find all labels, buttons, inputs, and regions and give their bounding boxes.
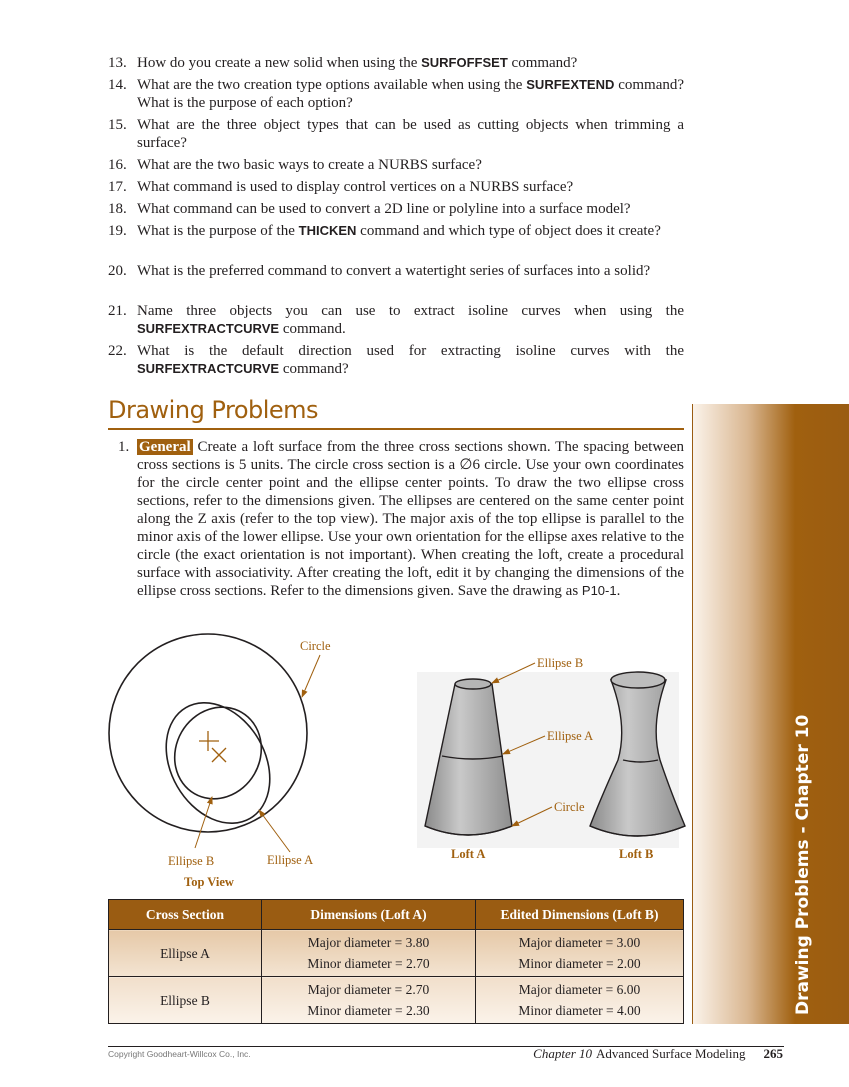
question-item xyxy=(108,222,684,240)
dimension-cell-a xyxy=(262,930,476,977)
command-name: SURFEXTRACTCURVE xyxy=(137,361,280,376)
copyright: Copyright Goodheart-Willcox Co., Inc. xyxy=(108,1049,251,1059)
question-number: 14. xyxy=(108,77,127,93)
dimension-value: Minor diameter = 4.00 xyxy=(518,1003,641,1018)
header-cross-section: Cross Section xyxy=(109,900,262,930)
section-rule xyxy=(108,428,684,430)
filename: P10-1 xyxy=(581,583,617,598)
problem-number: 1. xyxy=(118,439,130,455)
header-dimensions-loft-a: Dimensions (Loft A) xyxy=(262,900,476,930)
dimension-cell-a xyxy=(262,977,476,1024)
section-title: Drawing Problems xyxy=(108,396,319,424)
question-text: command? What is the purpose of each option? xyxy=(137,77,685,111)
label-ellipse-a: Ellipse A xyxy=(267,853,314,867)
question-item xyxy=(108,342,684,378)
label-ellipse-b: Ellipse B xyxy=(168,854,215,868)
page-number: 265 xyxy=(763,1046,783,1061)
question-number: 22. xyxy=(108,343,127,359)
dimension-cell-b xyxy=(476,930,684,977)
dimension-value: Minor diameter = 2.30 xyxy=(307,1003,430,1018)
question-item xyxy=(108,178,684,196)
label-circle: Circle xyxy=(300,639,331,653)
dimension-value: Minor diameter = 2.70 xyxy=(307,956,430,971)
problem-text: Create a loft surface from the three cross sections shown. The spacing between cross sections is 5 units. The circle cross section is a ∅6 circle. Use your own coordinates for the circle center point and the ellipse center points. To draw the two ellipse cross sections, refer to the dimensions given. The ellipses are centered on the same center point along the Z axis (refer to the top view). The major axis of the top ellipse is parallel to the minor axis of the lower ellipse. Use your own orientation for the ellipse axes relative to the circle (the exact orientation is not important). When creating the loft, create a procedural surface with associativity. After creating the loft, edit it by changing the dimensions of the ellipse cross sections. Refer to the dimensions given. Save the drawing as xyxy=(137,439,684,599)
question-number: 18. xyxy=(108,201,127,217)
dimension-value: Minor diameter = 2.00 xyxy=(518,956,641,971)
question-text: What are the three object types that can be used as cutting objects when trimming a surface? xyxy=(137,117,684,151)
loft-a-caption: Loft A xyxy=(451,847,486,861)
question-item xyxy=(108,76,684,112)
question-text: What are the two creation type options available when using the xyxy=(137,77,527,93)
question-number: 19. xyxy=(108,223,127,239)
dimension-cell-b xyxy=(476,977,684,1024)
question-text: What is the default direction used for extracting isoline curves with the xyxy=(137,343,684,359)
question-number: 20. xyxy=(108,263,127,279)
question-item xyxy=(108,116,684,152)
question-number: 15. xyxy=(108,117,127,133)
command-name: SURFOFFSET xyxy=(421,55,508,70)
command-name: SURFEXTRACTCURVE xyxy=(137,321,280,336)
question-item xyxy=(108,200,684,218)
cross-section-cell: Ellipse A xyxy=(109,930,262,977)
table-row xyxy=(109,977,684,1024)
question-text: What is the preferred command to convert a watertight series of surfaces into a solid? xyxy=(137,263,651,279)
ellipse-b-shape xyxy=(158,691,278,814)
running-footer xyxy=(533,1046,783,1062)
question-number: 16. xyxy=(108,157,127,173)
problem-1 xyxy=(108,438,684,600)
label-loft-circle: Circle xyxy=(554,800,585,814)
figure-loft xyxy=(100,630,690,895)
question-text: command? xyxy=(279,361,349,377)
dimension-value: Major diameter = 2.70 xyxy=(307,982,430,997)
question-number: 13. xyxy=(108,55,127,71)
question-text: command and which type of object does it create? xyxy=(356,223,661,239)
side-tab xyxy=(692,404,849,1024)
loft-b-caption: Loft B xyxy=(619,847,654,861)
question-number: 21. xyxy=(108,303,127,319)
side-tab-label: Drawing Problems - Chapter 10 xyxy=(793,714,813,1015)
question-item xyxy=(108,156,684,174)
question-text: What command is used to display control vertices on a NURBS surface? xyxy=(137,179,574,195)
period: . xyxy=(616,583,621,599)
question-number: 17. xyxy=(108,179,127,195)
question-text: What command can be used to convert a 2D line or polyline into a surface model? xyxy=(137,201,631,217)
dimensions-table xyxy=(108,899,684,1024)
question-text: Name three objects you can use to extract isoline curves when using the xyxy=(137,303,684,319)
top-view-caption: Top View xyxy=(184,875,234,889)
question-text: What are the two basic ways to create a NURBS surface? xyxy=(137,157,482,173)
question-item xyxy=(108,302,684,338)
table-row xyxy=(109,930,684,977)
command-name: THICKEN xyxy=(298,223,357,238)
question-text: command. xyxy=(279,321,346,337)
center-marks xyxy=(199,731,226,762)
question-text: How do you create a new solid when using the xyxy=(137,55,422,71)
label-loft-ellipse-a: Ellipse A xyxy=(547,729,594,743)
command-name: SURFEXTEND xyxy=(526,77,615,92)
dimension-value: Major diameter = 3.80 xyxy=(307,935,430,950)
chapter-title: Advanced Surface Modeling xyxy=(596,1046,746,1061)
dimension-value: Major diameter = 6.00 xyxy=(518,982,641,997)
header-edited-dimensions: Edited Dimensions (Loft B) xyxy=(476,900,684,930)
question-text: command? xyxy=(507,55,578,71)
cross-section-cell: Ellipse B xyxy=(109,977,262,1024)
top-view xyxy=(109,634,320,852)
question-item xyxy=(108,54,684,72)
label-loft-ellipse-b: Ellipse B xyxy=(537,656,584,670)
chapter-label: Chapter 10 xyxy=(533,1046,593,1061)
question-text: What is the purpose of the xyxy=(137,223,299,239)
general-badge: General xyxy=(139,439,191,455)
dimension-value: Major diameter = 3.00 xyxy=(518,935,641,950)
question-item xyxy=(108,262,684,280)
